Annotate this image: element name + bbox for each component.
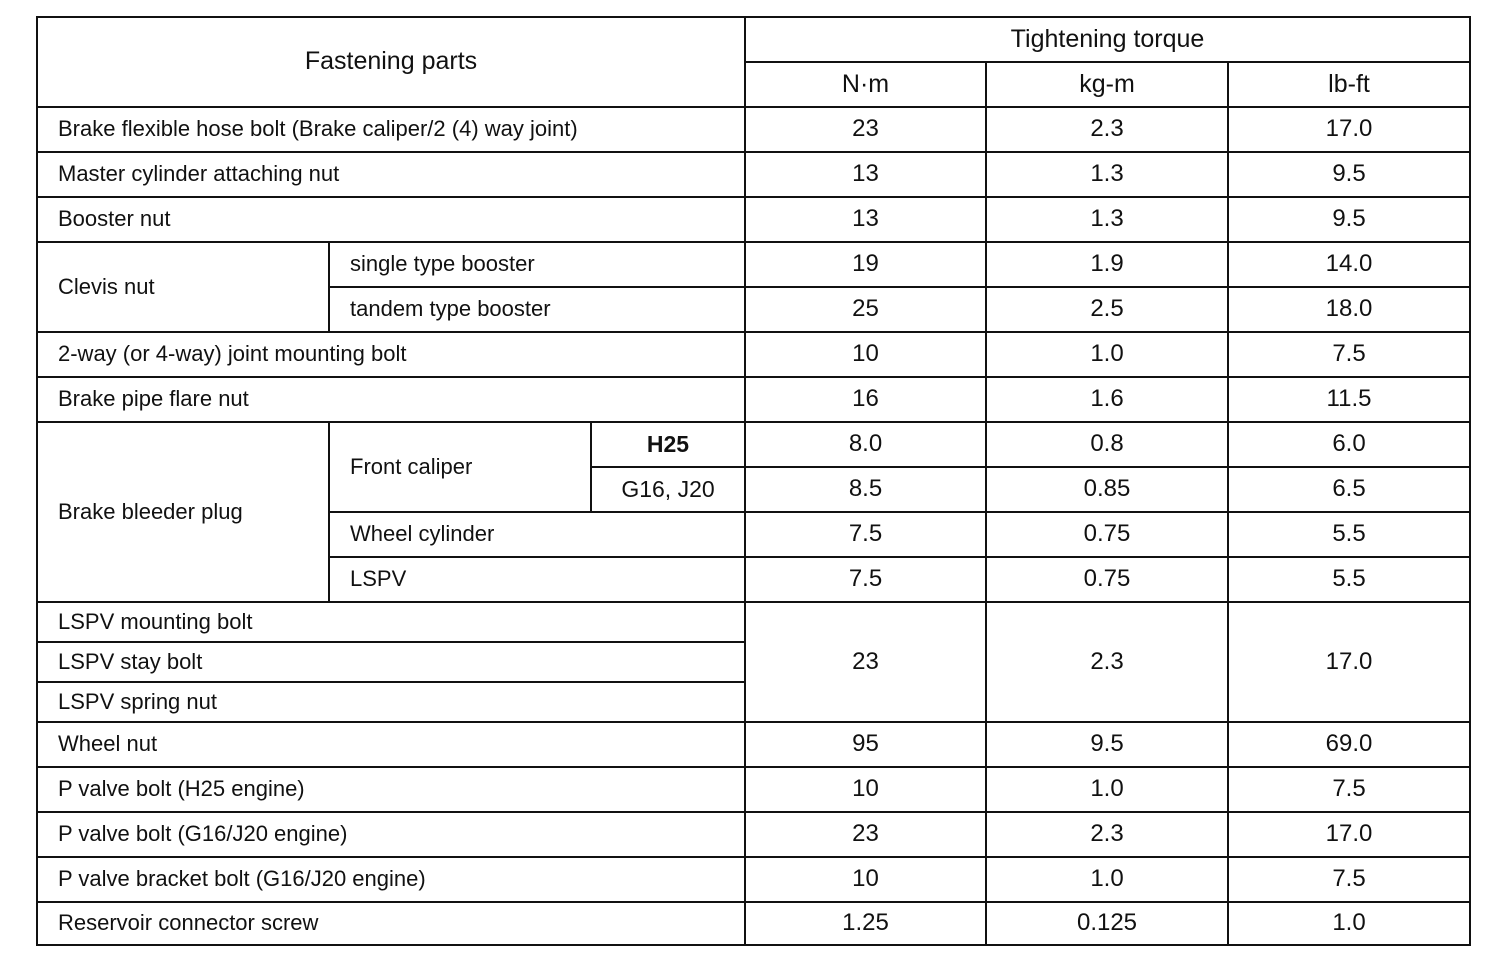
value-kgm: 0.8 <box>986 422 1228 467</box>
value-kgm: 1.3 <box>986 197 1228 242</box>
row-label: LSPV <box>329 557 745 602</box>
value-nm: 13 <box>745 197 986 242</box>
value-kgm: 1.0 <box>986 767 1228 812</box>
value-kgm: 2.3 <box>986 107 1228 152</box>
value-kgm: 1.6 <box>986 377 1228 422</box>
row-label: Reservoir connector screw <box>37 902 745 945</box>
value-kgm: 0.125 <box>986 902 1228 945</box>
value-kgm: 1.9 <box>986 242 1228 287</box>
value-lbft: 1.0 <box>1228 902 1470 945</box>
value-nm: 10 <box>745 857 986 902</box>
table-row <box>37 377 1470 422</box>
value-lbft: 5.5 <box>1228 557 1470 602</box>
value-kgm: 2.3 <box>986 602 1228 722</box>
group-label: Brake bleeder plug <box>37 422 329 602</box>
table-row <box>37 902 1470 945</box>
value-kgm: 1.0 <box>986 332 1228 377</box>
value-lbft: 9.5 <box>1228 197 1470 242</box>
value-lbft: 5.5 <box>1228 512 1470 557</box>
table-row <box>37 767 1470 812</box>
row-label: LSPV spring nut <box>37 682 745 722</box>
unit-kgm-header: kg-m <box>986 62 1228 107</box>
value-lbft: 6.0 <box>1228 422 1470 467</box>
value-lbft: 17.0 <box>1228 107 1470 152</box>
value-lbft: 7.5 <box>1228 332 1470 377</box>
row-label: LSPV stay bolt <box>37 642 745 682</box>
value-kgm: 0.75 <box>986 512 1228 557</box>
value-nm: 7.5 <box>745 557 986 602</box>
table-row <box>37 422 1470 467</box>
tightening-torque-header: Tightening torque <box>745 17 1470 62</box>
torque-table <box>36 16 1471 946</box>
row-label: tandem type booster <box>329 287 745 332</box>
group-label: Clevis nut <box>37 242 329 332</box>
value-lbft: 9.5 <box>1228 152 1470 197</box>
engine-label: H25 <box>591 422 745 467</box>
table-row <box>37 332 1470 377</box>
value-kgm: 1.0 <box>986 857 1228 902</box>
value-lbft: 69.0 <box>1228 722 1470 767</box>
value-nm: 25 <box>745 287 986 332</box>
value-lbft: 7.5 <box>1228 767 1470 812</box>
value-nm: 95 <box>745 722 986 767</box>
value-lbft: 17.0 <box>1228 812 1470 857</box>
value-kgm: 0.75 <box>986 557 1228 602</box>
value-lbft: 17.0 <box>1228 602 1470 722</box>
value-nm: 7.5 <box>745 512 986 557</box>
row-label: Brake pipe flare nut <box>37 377 745 422</box>
value-lbft: 7.5 <box>1228 857 1470 902</box>
value-kgm: 2.5 <box>986 287 1228 332</box>
value-nm: 19 <box>745 242 986 287</box>
table-row <box>37 722 1470 767</box>
fastening-parts-header: Fastening parts <box>37 17 745 107</box>
row-label: P valve bolt (G16/J20 engine) <box>37 812 745 857</box>
value-nm: 23 <box>745 602 986 722</box>
value-nm: 13 <box>745 152 986 197</box>
row-label: P valve bolt (H25 engine) <box>37 767 745 812</box>
value-nm: 23 <box>745 812 986 857</box>
row-label: single type booster <box>329 242 745 287</box>
table-row <box>37 602 1470 642</box>
value-nm: 1.25 <box>745 902 986 945</box>
value-nm: 16 <box>745 377 986 422</box>
value-nm: 23 <box>745 107 986 152</box>
unit-nm-header: N·m <box>745 62 986 107</box>
table-row <box>37 197 1470 242</box>
value-kgm: 2.3 <box>986 812 1228 857</box>
value-kgm: 9.5 <box>986 722 1228 767</box>
value-nm: 10 <box>745 332 986 377</box>
row-label: Master cylinder attaching nut <box>37 152 745 197</box>
table-row <box>37 242 1470 287</box>
row-label: P valve bracket bolt (G16/J20 engine) <box>37 857 745 902</box>
value-nm: 10 <box>745 767 986 812</box>
value-kgm: 0.85 <box>986 467 1228 512</box>
engine-label: G16, J20 <box>591 467 745 512</box>
value-lbft: 14.0 <box>1228 242 1470 287</box>
table-row <box>37 152 1470 197</box>
value-lbft: 6.5 <box>1228 467 1470 512</box>
unit-lbft-header: lb-ft <box>1228 62 1470 107</box>
table-row <box>37 107 1470 152</box>
row-label: Brake flexible hose bolt (Brake caliper/2 (4) way joint) <box>37 107 745 152</box>
row-label: Wheel nut <box>37 722 745 767</box>
value-lbft: 11.5 <box>1228 377 1470 422</box>
row-label: Wheel cylinder <box>329 512 745 557</box>
value-nm: 8.5 <box>745 467 986 512</box>
value-nm: 8.0 <box>745 422 986 467</box>
row-label: LSPV mounting bolt <box>37 602 745 642</box>
table-row <box>37 812 1470 857</box>
value-lbft: 18.0 <box>1228 287 1470 332</box>
value-kgm: 1.3 <box>986 152 1228 197</box>
row-label: Booster nut <box>37 197 745 242</box>
row-label: 2-way (or 4-way) joint mounting bolt <box>37 332 745 377</box>
header-row-1 <box>37 17 1470 62</box>
table-row <box>37 857 1470 902</box>
subgroup-label: Front caliper <box>329 422 591 512</box>
